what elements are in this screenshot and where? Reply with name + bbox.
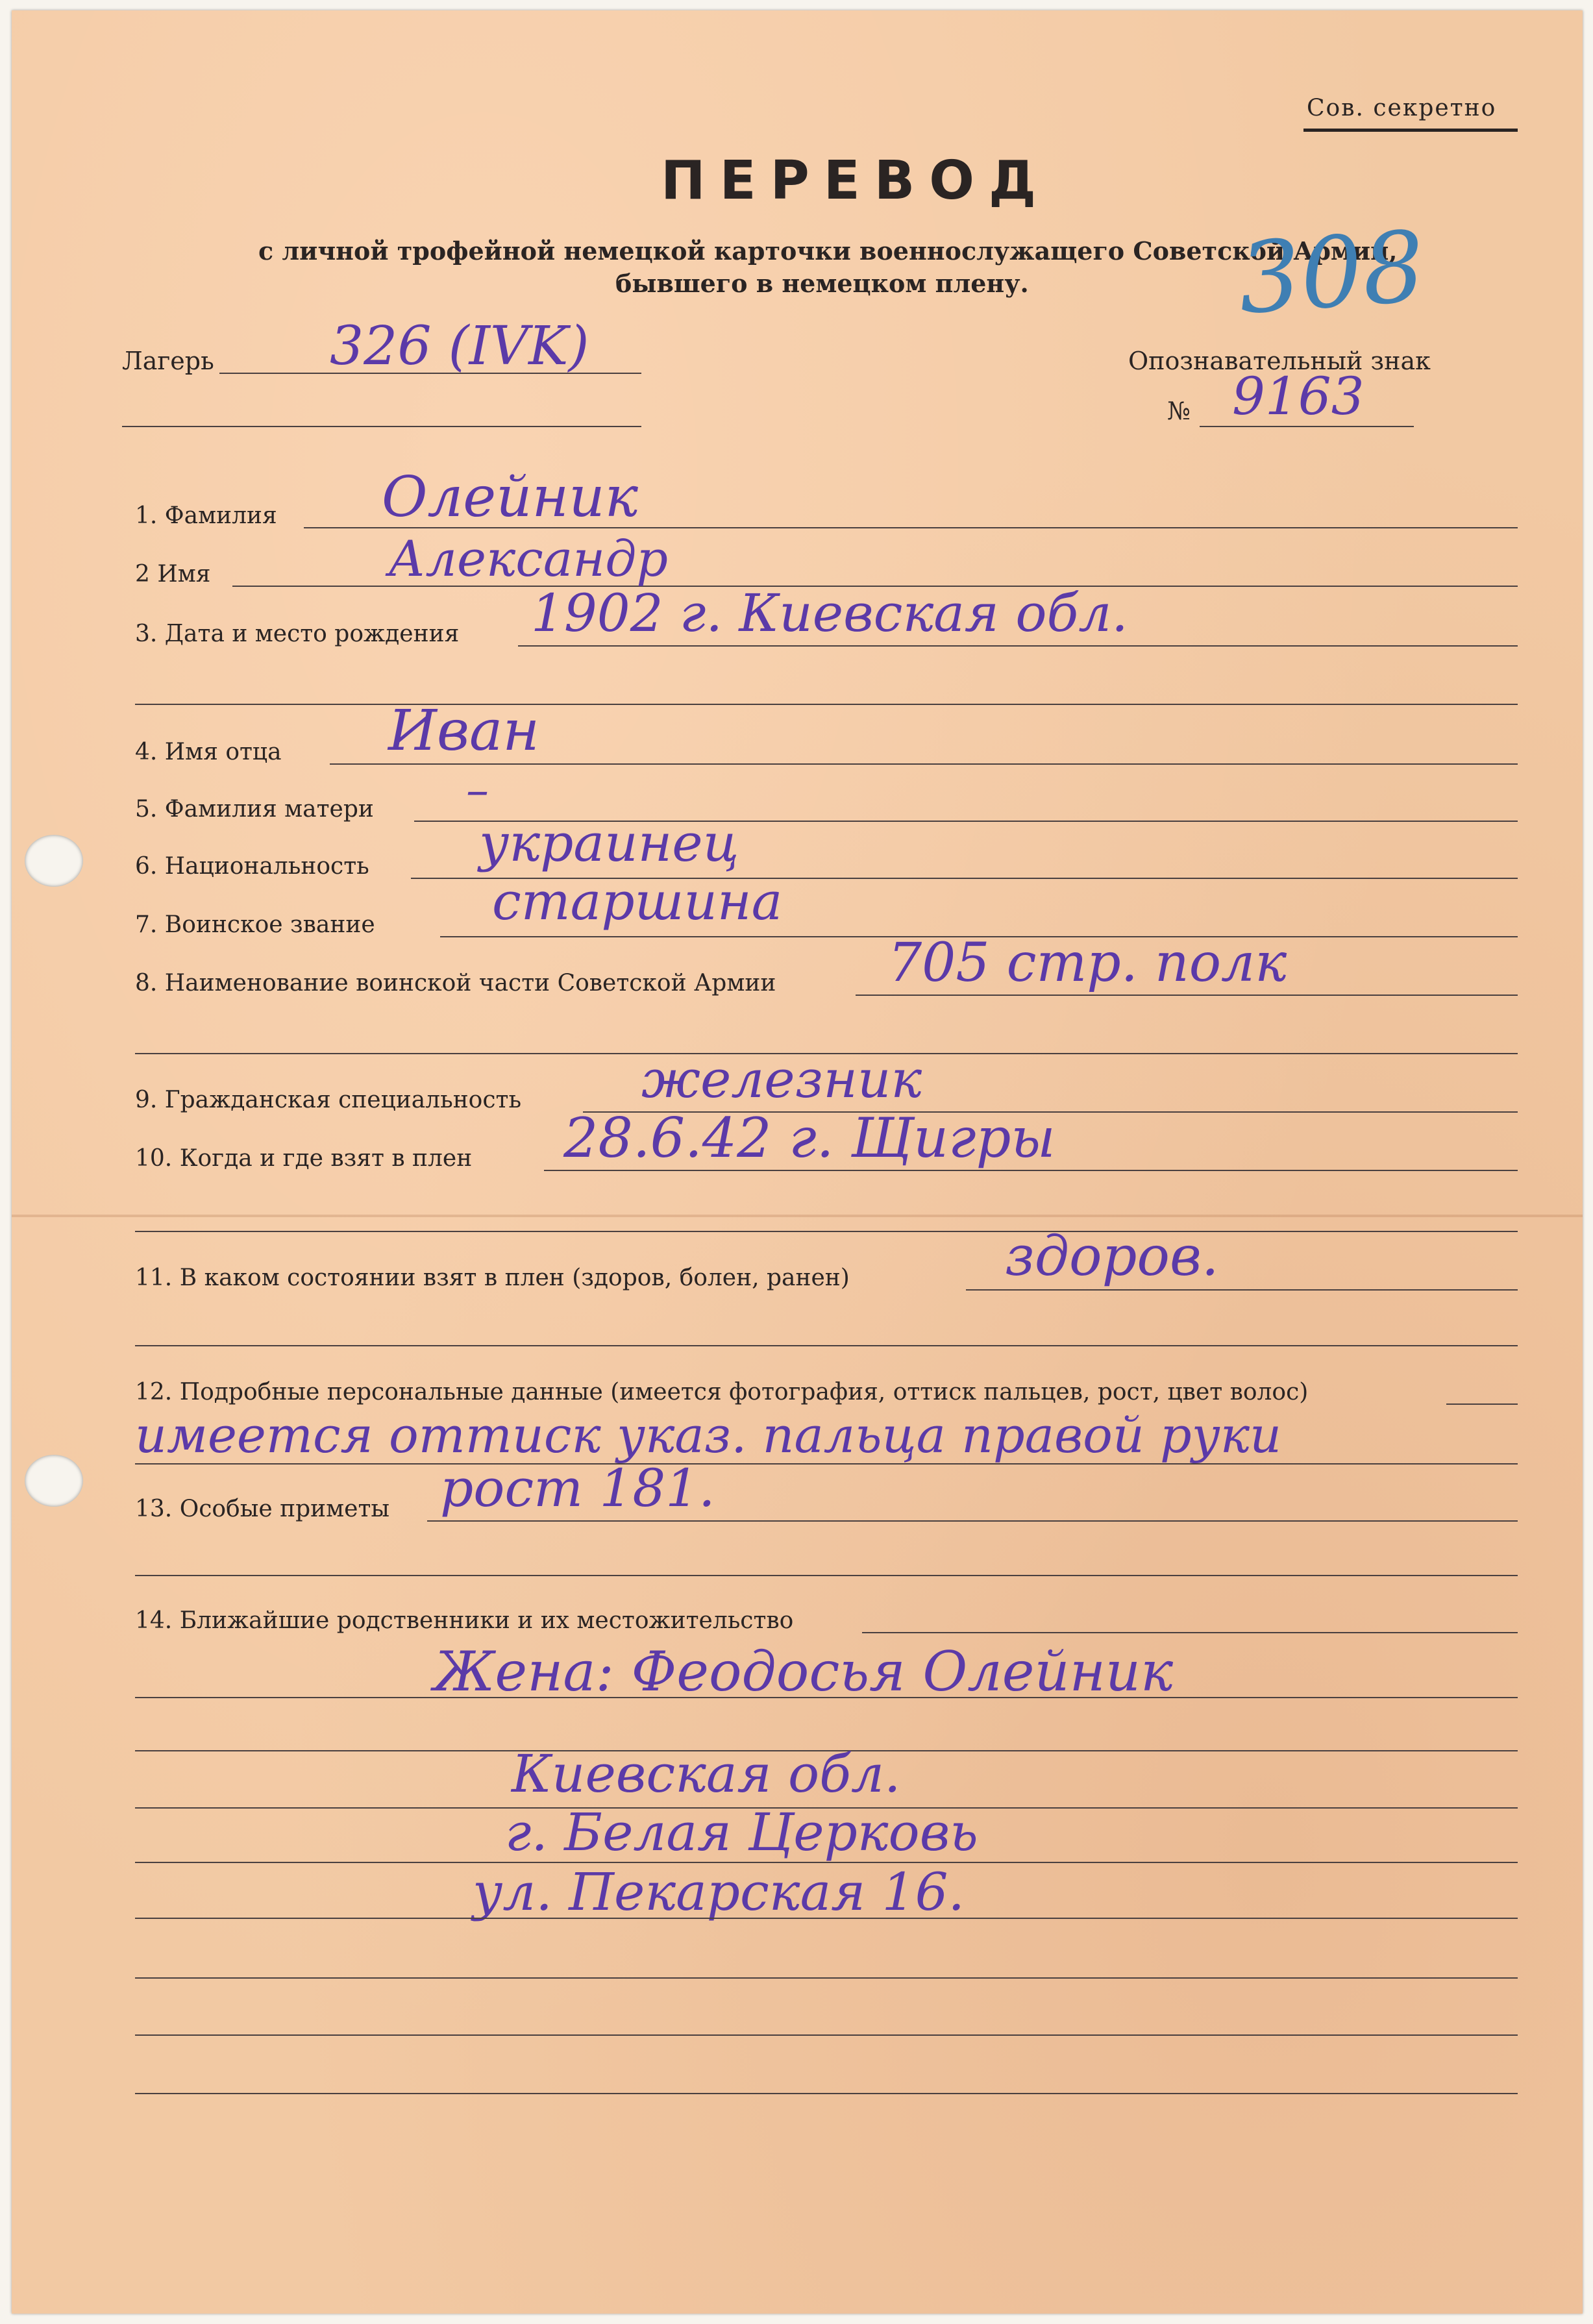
field-label-capture: 10. Когда и где взят в плен — [135, 1145, 473, 1172]
field-line — [135, 1231, 1518, 1232]
field-line — [330, 763, 1518, 765]
field-label-features: 13. Особые приметы — [135, 1496, 390, 1522]
field-line — [135, 704, 1518, 705]
field-label-birth: 3. Дата и место рождения — [135, 621, 460, 647]
field-value-birth: 1902 г. Киевская обл. — [531, 583, 1128, 643]
blue-number-annotation: 308 — [1235, 210, 1429, 336]
field-label-nationality: 6. Национальность — [135, 853, 369, 880]
secret-underline — [1303, 129, 1518, 132]
fold-crease — [12, 1215, 1583, 1217]
field-value-unit: 705 стр. полк — [888, 932, 1287, 994]
field-label-profession: 9. Гражданская специальность — [135, 1087, 522, 1113]
field-label-condition: 11. В каком состоянии взят в плен (здоров, болен, ранен) — [135, 1265, 850, 1291]
field-label-relatives: 14. Ближайшие родственники и их местожительство — [135, 1607, 794, 1634]
field-value-rank: старшина — [492, 871, 783, 932]
field-label-mother: 5. Фамилия матери — [135, 796, 374, 822]
field-value-father: Иван — [388, 698, 539, 763]
field-line — [544, 1170, 1518, 1171]
field-line — [856, 995, 1518, 996]
field-line — [135, 2093, 1518, 2094]
field-value-profession: железник — [641, 1049, 922, 1109]
field-value-relatives-2: Киевская обл. — [512, 1744, 901, 1804]
field-line — [966, 1289, 1518, 1291]
punch-hole — [25, 1455, 83, 1507]
field-value-relatives-1: Жена: Феодосья Олейник — [434, 1640, 1174, 1703]
field-value-surname: Олейник — [382, 465, 638, 530]
id-value: 9163 — [1232, 366, 1365, 426]
subtitle-line-1: с личной трофейной немецкой карточки военнослужащего Советской Армии, — [258, 236, 1398, 266]
field-line — [427, 1520, 1518, 1522]
field-value-condition: здоров. — [1005, 1224, 1219, 1288]
subtitle-line-2: бывшего в немецком плену. — [615, 269, 1029, 298]
field-line — [1446, 1403, 1518, 1405]
field-label-personal-data: 12. Подробные персональные данные (имеется фотография, оттиск пальцев, рост, цвет волос) — [135, 1379, 1309, 1405]
field-label-name: 2 Имя — [135, 561, 211, 587]
id-number-sign: № — [1167, 397, 1191, 425]
field-line — [135, 2034, 1518, 2036]
field-label-father: 4. Имя отца — [135, 739, 282, 765]
field-line — [135, 1697, 1518, 1698]
secret-stamp: Сов. секретно — [1307, 95, 1497, 121]
field-value-capture: 28.6.42 г. Щигры — [563, 1106, 1056, 1170]
field-line — [135, 1918, 1518, 1919]
punch-hole — [25, 835, 83, 887]
field-line — [862, 1632, 1518, 1633]
field-value-nationality: украинец — [479, 813, 739, 873]
field-line — [135, 1463, 1518, 1465]
camp-label: Лагерь — [122, 347, 214, 375]
field-value-relatives-4: ул. Пекарская 16. — [473, 1862, 965, 1922]
field-line — [135, 1575, 1518, 1576]
field-label-surname: 1. Фамилия — [135, 502, 277, 529]
id-mark-label: Опознавательный знак — [1128, 347, 1431, 375]
field-label-rank: 7. Воинское звание — [135, 911, 375, 938]
field-line — [518, 645, 1518, 647]
field-value-personal-data: имеется оттиск указ. пальца правой руки — [135, 1406, 1282, 1464]
field-line — [135, 1977, 1518, 1979]
field-label-unit: 8. Наименование воинской части Советской Армии — [135, 970, 776, 996]
field-value-relatives-3: г. Белая Церковь — [505, 1802, 978, 1862]
field-value-features: рост 181. — [440, 1458, 715, 1518]
camp-line-2 — [122, 426, 641, 427]
field-value-name: Александр — [388, 530, 669, 587]
document-sheet — [12, 10, 1583, 2314]
document-title: ПЕРЕВОД — [661, 150, 1050, 212]
camp-value: 326 (IVK) — [330, 315, 589, 377]
field-line — [135, 1345, 1518, 1346]
field-value-mother: – — [466, 763, 489, 817]
